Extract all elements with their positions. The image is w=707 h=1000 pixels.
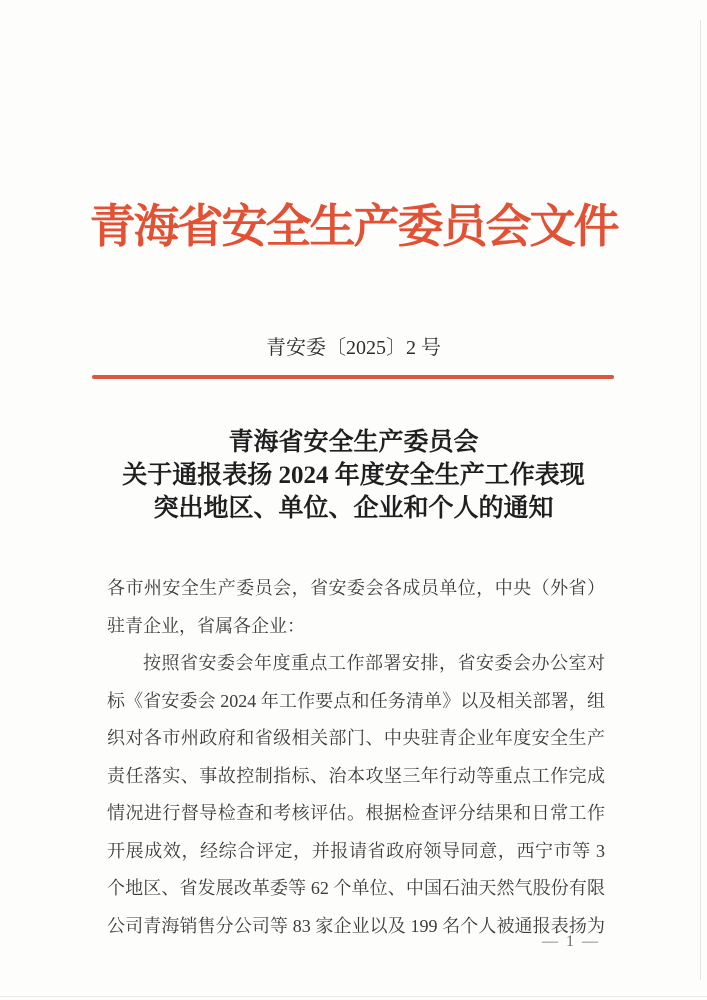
body-text-line: 按照省安委会年度重点工作部署安排，省安委会办公室对 (143, 653, 605, 673)
document-title-line-2: 关于通报表扬 2024 年度安全生产工作表现 (122, 462, 585, 489)
body-text-line: 情况进行督导检查和考核评估。根据检查评分结果和日常工作 (107, 803, 605, 823)
body-text-line: 责任落实、事故控制指标、治本攻坚三年行动等重点工作完成 (107, 765, 605, 786)
salutation-line: 驻青企业，省属各企业： (107, 615, 305, 636)
letterhead-title: 青海省安全生产委员会文件 (89, 201, 618, 252)
body-text-line: 开展成效，经综合评定，并报请省政府领导同意，西宁市等 3 (107, 840, 605, 861)
scan-edge-artifact (0, 996, 707, 997)
page-number: — 1 — (542, 933, 600, 950)
body-text-line: 公司青海销售分公司等 83 家企业以及 199 名个人被通报表扬为 (107, 915, 605, 936)
body-text-line: 个地区、省发展改革委等 62 个单位、中国石油天然气股份有限 (107, 878, 605, 898)
document-title (0, 426, 707, 525)
red-divider-line (92, 375, 614, 379)
body-text-line: 标《省安委会 2024 年工作要点和任务清单》以及相关部署，组 (107, 690, 605, 711)
salutation-line: 各市州安全生产委员会，省安委会各成员单位，中央（外省） (107, 578, 605, 598)
document-number: 青安委〔2025〕2 号 (266, 337, 441, 359)
document-title-line-1: 青海省安全生产委员会 (228, 429, 479, 456)
body-text-line: 织对各市州政府和省级相关部门、中央驻青企业年度安全生产 (107, 728, 605, 748)
document-title-line-3: 突出地区、单位、企业和个人的通知 (153, 495, 554, 522)
document-body (107, 570, 605, 945)
